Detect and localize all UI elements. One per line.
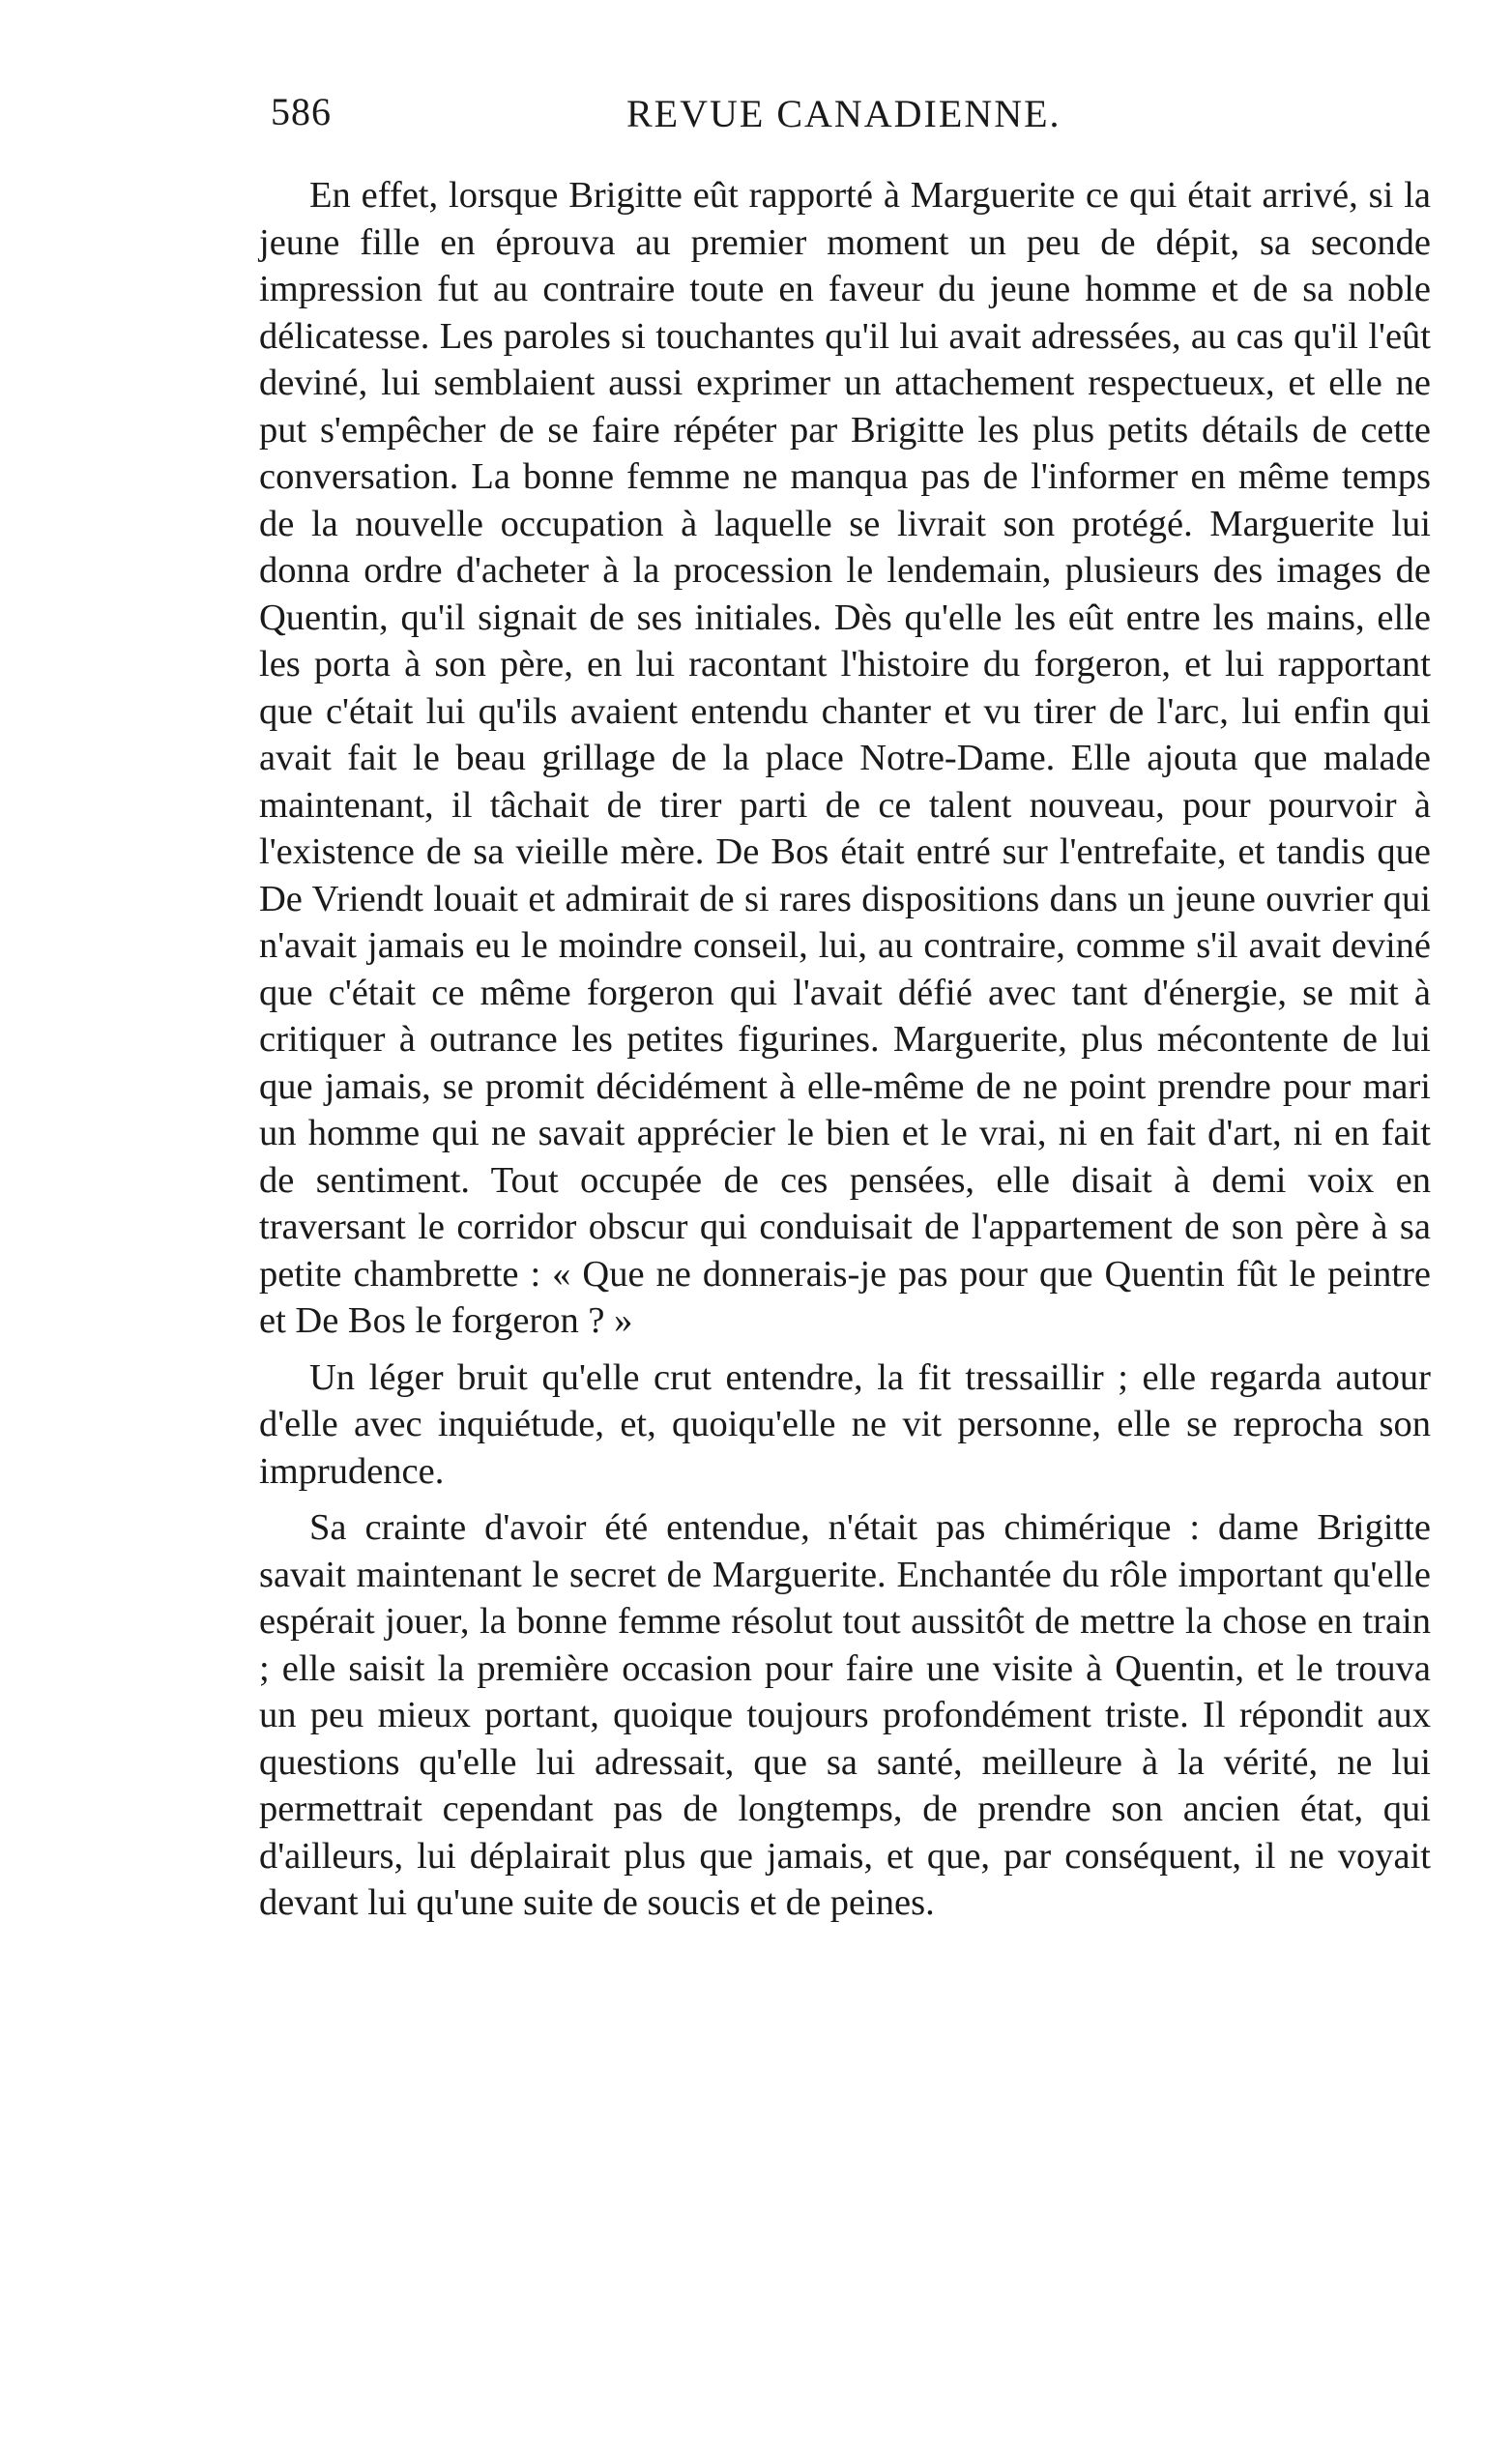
paragraph-1: En effet, lorsque Brigitte eût rapporté à Marguerite ce qui était arrivé, si la jeune fille en éprouva au premier moment un peu de dépit, sa seconde impression fut au contraire toute en faveur du jeune homme et de sa noble délicatesse. Les paroles si touchantes qu'il lui avait adressées, au cas qu'il l'eût deviné, lui semblaient aussi exprimer un attachement respectueux, et elle ne put s'empêcher de se faire répéter par Brigitte les plus petits détails de cette conversation. La bonne femme ne manqua pas de l'informer en même temps de la nouvelle occupation à laquelle se livrait son protégé. Marguerite lui donna ordre d'acheter à la procession le lendemain, plusieurs des images de Quentin, qu'il signait de ses initiales. Dès qu'elle les eût entre les mains, elle les porta à son père, en lui racontant l'histoire du forgeron, et lui rapportant que c'était lui qu'ils avaient entendu chanter et vu tirer de l'arc, lui enfin qui avait fait le beau grillage de la place Notre-Dame. Elle ajouta que malade maintenant, il tâchait de tirer parti de ce talent nouveau, pour pourvoir à l'existence de sa vieille mère. De Bos était entré sur l'entrefaite, et tandis que De Vriendt louait et admirait de si rares dispositions dans un jeune ouvrier qui n'avait jamais eu le moindre conseil, lui, au contraire, comme s'il avait deviné que c'était ce même forgeron qui l'avait défié avec tant d'énergie, se mit à critiquer à outrance les petites figurines. Marguerite, plus mécontente de lui que jamais, se promit décidément à elle-même de ne point prendre pour mari un homme qui ne savait apprécier le bien et le vrai, ni en fait d'art, ni en fait de sentiment. Tout occupée de ces pensées, elle disait à demi voix en traversant le corridor obscur qui conduisait de l'appartement de son père à sa petite chambrette : « Que ne donnerais-je pas pour que Quentin fût le peintre et De Bos le forgeron ? » xyxy=(259,175,1431,1341)
paragraph-2: Un léger bruit qu'elle crut entendre, la fit tressaillir ; elle regarda autour d'elle avec inquiétude, et, quoiqu'elle ne vit personne, elle se reprocha son imprudence. xyxy=(259,1356,1431,1492)
running-title: REVUE CANADIENNE. xyxy=(626,92,1061,135)
paragraph-3: Sa crainte d'avoir été entendue, n'était pas chimérique : dame Brigitte savait maintenant le secret de Marguerite. Enchantée du rôle important qu'elle espérait jouer, la bonne femme résolut tout aussitôt de mettre la chose en train ; elle saisit la première occasion pour faire une visite à Quentin, et le trouva un peu mieux portant, quoique toujours profondément triste. Il répondit aux questions qu'elle lui adressait, que sa santé, meilleure à la vérité, ne lui permettrait cependant pas de longtemps, de prendre son ancien état, qui d'ailleurs, lui déplairait plus que jamais, et que, par conséquent, il ne voyait devant lui qu'une suite de soucis et de peines. xyxy=(259,1507,1431,1923)
page-header xyxy=(259,89,1429,147)
page-number: 586 xyxy=(271,90,332,133)
body-text xyxy=(259,172,1431,1927)
